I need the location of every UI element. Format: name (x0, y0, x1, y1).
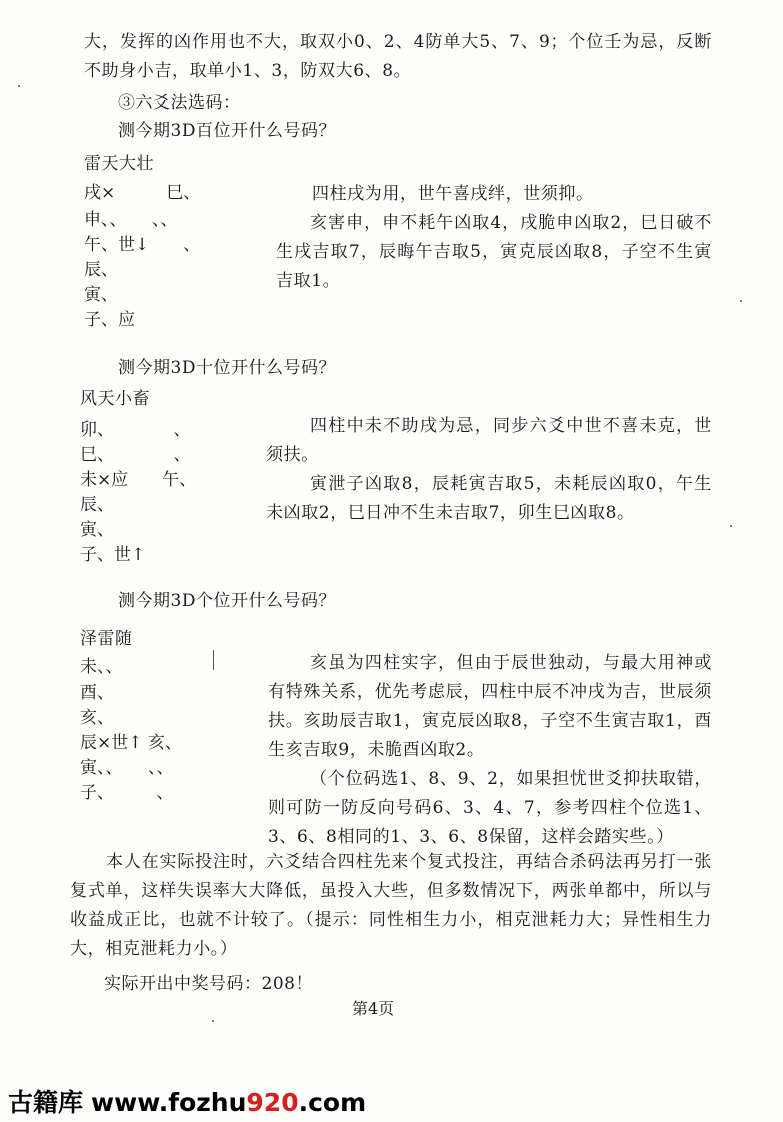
result-line: 实际开出中奖号码：208！ (104, 974, 313, 994)
scan-speck (213, 650, 214, 670)
hexagram-name: 风天小畜 (80, 389, 150, 409)
hexagram-line: 戌× 巳、 (84, 183, 201, 203)
hexagram-line: 未、、 (80, 657, 123, 677)
hexagram-line: 申、、 、、 (84, 210, 178, 230)
hexagram-line: 子、世↑ (80, 545, 146, 565)
question-title: 测今期3D个位开什么号码？ (118, 591, 336, 611)
hexagram-line: 子、 、 (80, 783, 174, 803)
hexagram-line: 未×应 午、 (80, 470, 197, 490)
hexagram-name: 泽雷随 (80, 629, 133, 649)
footer-watermark (8, 1083, 366, 1119)
question-title: 测今期3D百位开什么号码？ (118, 121, 336, 141)
analysis-paragraph: 四柱戌为用，世午喜戌绊，世须抑。 (312, 184, 594, 204)
scan-speck (740, 300, 742, 302)
hexagram-line: 辰、 (84, 260, 118, 280)
hexagram-line: 巳、 、 (80, 445, 191, 465)
closing-paragraph: 本人在实际投注时，六爻结合四柱先来个复式投注，再结合杀码法再另打一张复式单，这样失误率大大降低，虽投入大些，但多数情况下，两张单都中，所以与收益成正比，也就不计较了。（提示：同性相生力小，相克泄耗力大；异性相生力大，相克泄耗力小。） (70, 852, 712, 959)
footer-url-prefix: www.fozhu (91, 1088, 247, 1117)
footer-brand: 古籍库 (8, 1088, 84, 1117)
scan-speck (212, 1020, 214, 1022)
analysis-paragraph: （个位码选1、8、9、2，如果担忧世爻抑扶取错，则可防一防反向号码6、3、4、7，参考四柱个位选1、3、6、8相同的1、3、6、8保留，这样会踏实些。） (268, 769, 712, 847)
intro-paragraph: 大，发挥的凶作用也不大，取双小0、2、4防单大5、7、9；个位壬为忌，反断不助身小吉，取单小1、3，防双大6、8。 (84, 32, 712, 81)
analysis-paragraph: 四柱中未不助戌为忌，同步六爻中世不喜未克，世须扶。 (266, 416, 712, 465)
analysis-paragraph: 寅泄子凶取8，辰耗寅吉取5，未耗辰凶取0，午生未凶取2，巳日冲不生未吉取7，卯生巳凶取8。 (266, 474, 712, 523)
hexagram-line: 卯、 、 (80, 420, 191, 440)
question-title: 测今期3D十位开什么号码？ (118, 358, 336, 378)
page-number: 第4页 (352, 999, 395, 1018)
hexagram-name: 雷天大壮 (84, 154, 154, 174)
footer-url-suffix: .com (298, 1088, 367, 1117)
hexagram-line: 子、应 (84, 310, 135, 330)
hexagram-line: 午、世↓ 、 (84, 235, 201, 255)
hexagram-line: 亥、 (80, 708, 114, 728)
hexagram-line: 寅、 (84, 285, 118, 305)
footer-url-number: 920 (246, 1088, 299, 1117)
hexagram-line: 寅、、 、、 (80, 758, 174, 778)
analysis-paragraph: 亥虽为四柱实字，但由于辰世独动，与最大用神或有特殊关系，优先考虑辰，四柱中辰不冲戌为吉，世辰须扶。亥助辰吉取1，寅克辰凶取8，子空不生寅吉取1，酉生亥吉取9，未脆酉凶取2。 (268, 653, 712, 760)
section-heading: ③六爻法选码： (118, 93, 241, 113)
scan-speck (18, 85, 20, 87)
hexagram-line: 酉、 (80, 683, 114, 703)
hexagram-line: 辰×世↑ 亥、 (80, 733, 182, 753)
analysis-paragraph: 亥害申，申不耗午凶取4，戌脆申凶取2，巳日破不生戌吉取7，辰晦午吉取5，寅克辰凶取8，子空不生寅吉取1。 (276, 213, 712, 291)
hexagram-line: 辰、 (80, 495, 114, 515)
hexagram-line: 寅、 (80, 520, 114, 540)
scan-speck (730, 525, 732, 527)
